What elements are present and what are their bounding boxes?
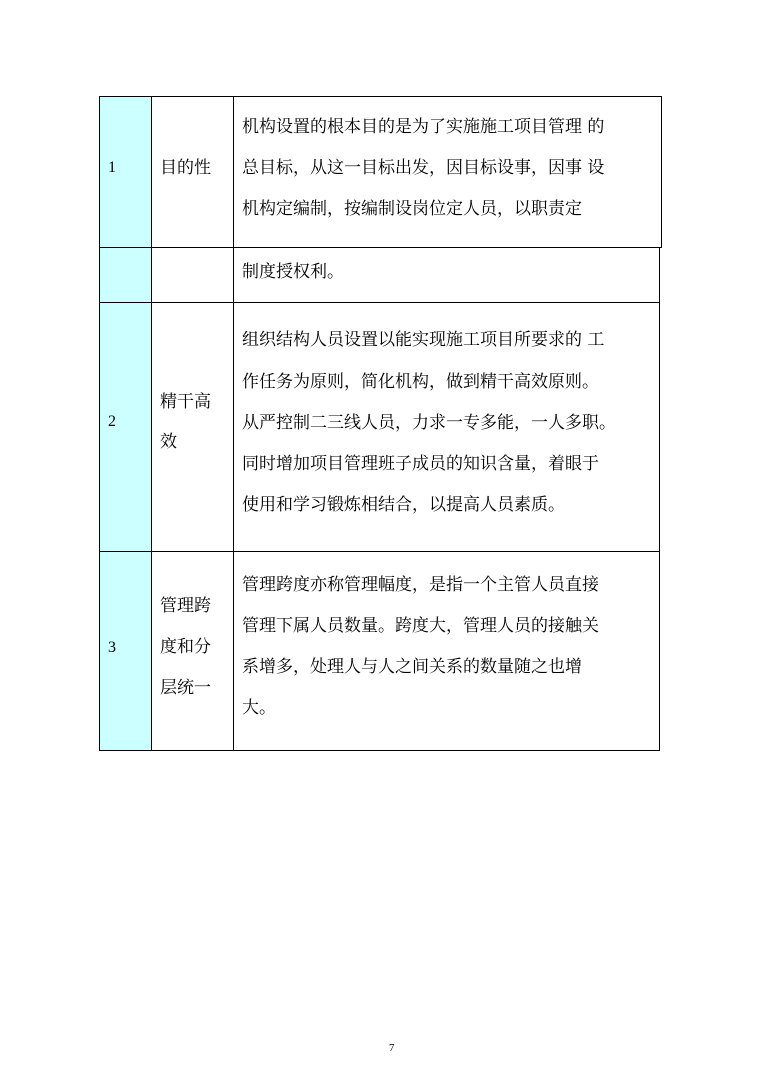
row-name: 管理跨 [160, 596, 211, 616]
row-description-line: 组织结构人员设置以能实现施工项目所要求的 工 [242, 330, 605, 350]
row-description-line: 管理跨度亦称管理幅度，是指一个主管人员直接 [242, 575, 599, 595]
row-description-line: 机构定编制，按编制设岗位定人员，以职责定 [242, 199, 582, 219]
row-name: 目的性 [160, 158, 211, 178]
row-name: 精干高 [160, 392, 211, 412]
row-description-line: 管理下属人员数量。跨度大，管理人员的接触关 [242, 616, 599, 636]
page-number: 7 [389, 1042, 395, 1054]
row-description-line: 总目标，从这一目标出发，因目标设事，因事 设 [242, 158, 605, 178]
row-name: 效 [160, 432, 177, 452]
row-number: 1 [108, 159, 116, 176]
row-number: 3 [108, 639, 116, 656]
row-name: 度和分 [160, 637, 211, 657]
row-description-line: 从严控制二三线人员，力求一专多能，一人多职。 [242, 413, 616, 433]
row-description-line: 使用和学习锻炼相结合，以提高人员素质。 [242, 495, 565, 515]
row-number: 2 [108, 413, 116, 430]
row-name: 层统一 [160, 678, 211, 698]
row-description-line: 同时增加项目管理班子成员的知识含量，着眼于 [242, 454, 599, 474]
row-description-line: 作任务为原则，简化机构，做到精干高效原则。 [242, 372, 599, 392]
row-description-line: 大。 [242, 698, 276, 718]
row-description-line: 系增多，处理人与人之间关系的数量随之也增 [242, 657, 582, 677]
row-description-line: 制度授权利。 [242, 262, 344, 282]
row-description-line: 机构设置的根本目的是为了实施施工项目管理 的 [242, 117, 605, 137]
